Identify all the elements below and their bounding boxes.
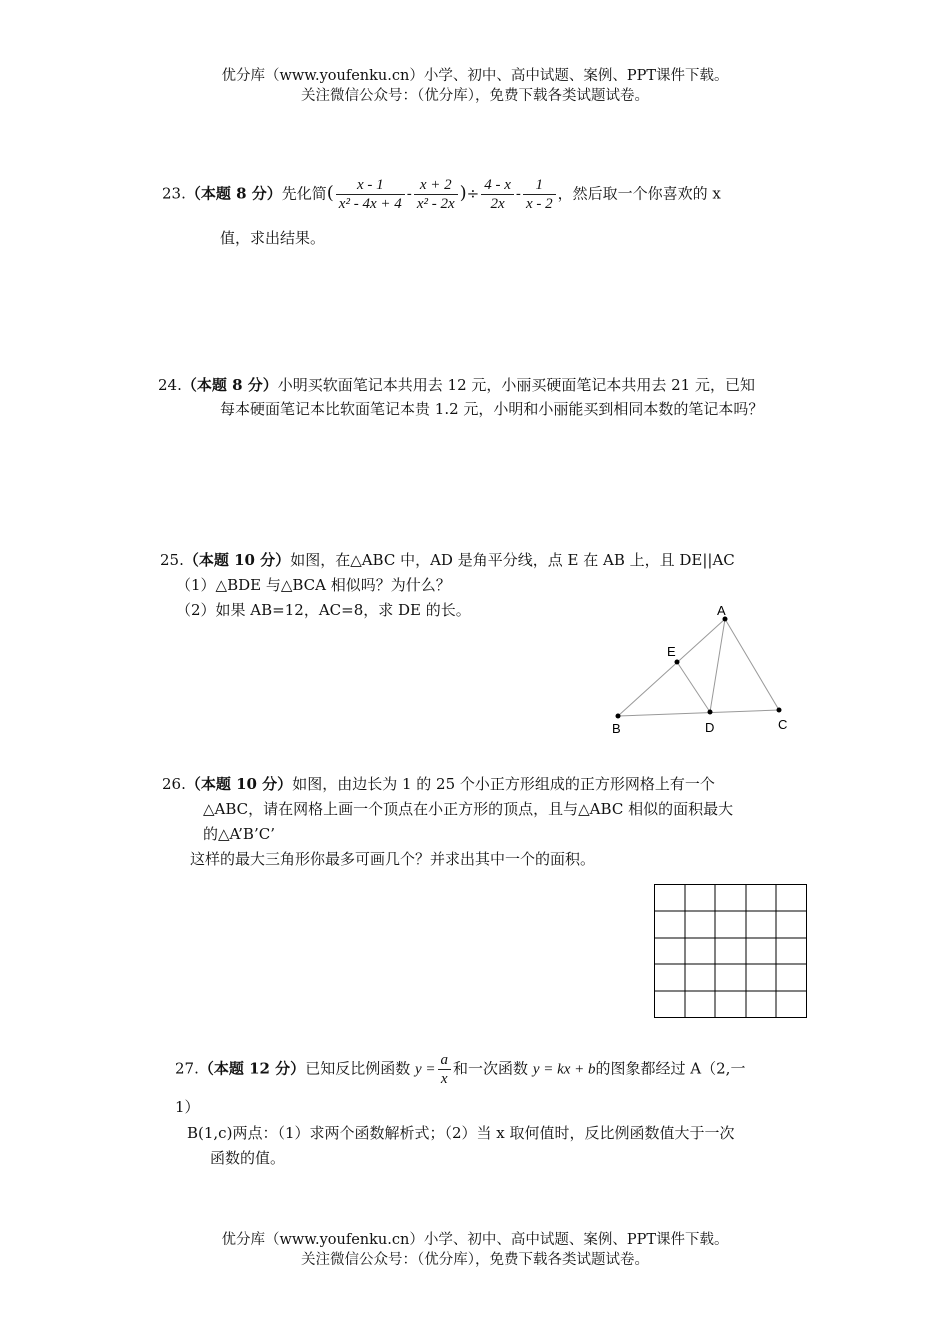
- q24-line-1: 小明买软面笔记本共用去 12 元，小丽买硬面笔记本共用去 21 元，已知: [277, 376, 755, 394]
- q24-number: 24.: [158, 376, 182, 394]
- question-24: [158, 373, 755, 397]
- q27-line-4: 函数的值。: [210, 1149, 286, 1167]
- q27-linear-function: y = kx + b: [532, 1061, 596, 1078]
- q25-part-1: （1）△BDE 与△BCA 相似吗？为什么？: [176, 576, 451, 594]
- q25-number: 25.: [160, 551, 184, 569]
- label-b: B: [612, 721, 621, 736]
- q23-lead: 先化简: [281, 184, 327, 203]
- footer-line-1: 优分库（www.youfenku.cn）小学、初中、高中试题、案例、PPT课件下载。: [221, 1232, 729, 1248]
- q23-fraction-1: $\frac{x - 1}{\text{x² - 4x + 4}}$: [336, 176, 405, 213]
- point-e: [675, 660, 680, 665]
- q23-line-2: 值，求出结果。: [220, 229, 326, 247]
- segment-bc: [618, 710, 779, 716]
- q26-number: 26.: [162, 775, 186, 793]
- q25-points: （本题 10 分）: [183, 551, 291, 569]
- q23-minus-2: -: [515, 184, 521, 203]
- q26-line-1: 如图，由边长为 1 的 25 个小正方形组成的正方形网格上有一个: [292, 775, 715, 793]
- segment-ac: [725, 619, 779, 710]
- q23-fraction-2: $\frac{x + 2}{\text{x² - 2x}}$: [414, 176, 458, 213]
- q26-line-2: △ABC，请在网格上画一个顶点在小正方形的顶点，且与△ABC 相似的面积最大: [203, 800, 734, 818]
- triangle-figure: [600, 600, 800, 740]
- grid-border: [655, 885, 807, 1018]
- q27-lead: 已知反比例函数: [305, 1059, 411, 1078]
- point-b: [616, 714, 621, 719]
- q23-points: （本题 8 分）: [185, 184, 282, 203]
- q23-fraction-3: $\frac{4 - x}{2x}$: [481, 176, 514, 213]
- q23-minus-1: -: [406, 184, 412, 203]
- q27-points: （本题 12 分）: [198, 1059, 306, 1078]
- q23-tail: ，然后取一个你喜欢的 x: [557, 184, 721, 203]
- point-c: [777, 708, 782, 713]
- q24-line-2: 每本硬面笔记本比软面笔记本贵 1.2 元，小明和小丽能买到相同本数的笔记本吗？: [220, 400, 764, 418]
- q25-part-2: （2）如果 AB=12，AC=8，求 DE 的长。: [176, 601, 471, 619]
- q25-line-1: 如图，在△ABC 中，AD 是角平分线，点 E 在 AB 上，且 DE||AC: [290, 551, 735, 569]
- q27-fraction: $\frac{a}{x}$: [438, 1051, 452, 1088]
- q24-points: （本题 8 分）: [181, 376, 278, 394]
- point-d: [708, 710, 713, 715]
- question-25: [160, 548, 735, 572]
- segment-ab: [618, 619, 725, 716]
- q27-y-equals: y =: [414, 1061, 436, 1078]
- q26-points: （本题 10 分）: [185, 775, 293, 793]
- question-27: [175, 1051, 745, 1088]
- label-a: A: [717, 603, 726, 618]
- q27-line-2: 1）: [175, 1098, 200, 1116]
- q27-number: 27.: [175, 1059, 199, 1078]
- header-line-1: 优分库（www.youfenku.cn）小学、初中、高中试题、案例、PPT课件下载。: [221, 68, 729, 84]
- q23-fraction-4: $\frac{1}{x - 2}$: [523, 176, 556, 213]
- label-e: E: [667, 644, 676, 659]
- question-26: [162, 772, 715, 796]
- q27-tail: 的图象都经过 A（2,一: [595, 1059, 746, 1078]
- label-d: D: [705, 720, 715, 735]
- q27-mid: 和一次函数: [453, 1059, 529, 1078]
- q26-line-3: 的△A’B’C’: [203, 825, 275, 843]
- q23-close-paren: ): [459, 182, 467, 204]
- q23-divide: ÷: [466, 184, 480, 203]
- triangle-lines: [618, 619, 779, 716]
- q23-number: 23.: [162, 184, 186, 203]
- q26-line-4: 这样的最大三角形你最多可画几个？并求出其中一个的面积。: [190, 850, 596, 868]
- segment-ad: [710, 619, 725, 712]
- q23-open-paren: (: [326, 182, 334, 204]
- question-23: [162, 176, 721, 213]
- segment-de: [677, 662, 710, 712]
- header-line-2: 关注微信公众号：（优分库），免费下载各类试题试卷。: [301, 88, 649, 104]
- square-grid: [653, 883, 809, 1020]
- q27-line-3: B(1,c)两点：（1）求两个函数解析式；（2）当 x 取何值时，反比例函数值大于一次: [187, 1124, 735, 1142]
- label-c: C: [778, 717, 788, 732]
- footer-line-2: 关注微信公众号：（优分库），免费下载各类试题试卷。: [301, 1252, 649, 1268]
